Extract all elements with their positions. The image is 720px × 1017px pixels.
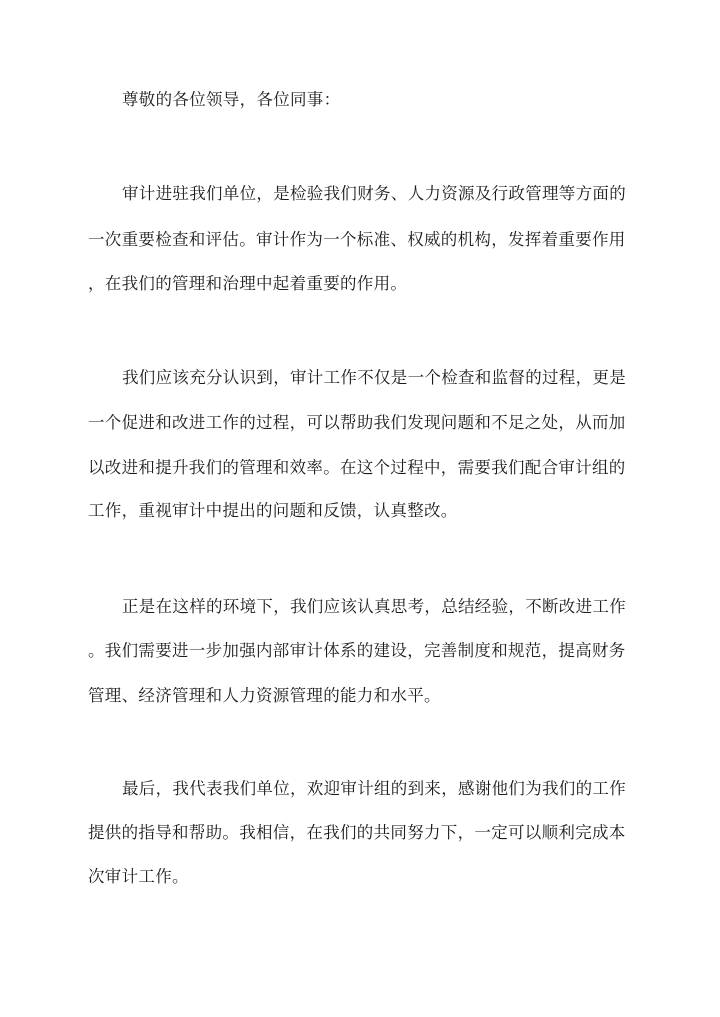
paragraph-line: 工作，重视审计中提出的问题和反馈，认真整改。 [88, 501, 458, 520]
paragraph-line: 。我们需要进一步加强内部审计体系的建设，完善制度和规范，提高财务 [88, 641, 626, 660]
paragraph-line: 一次重要检查和评估。审计作为一个标准、权威的机构，发挥着重要作用 [88, 230, 626, 249]
paragraph-line: 以改进和提升我们的管理和效率。在这个过程中，需要我们配合审计组的 [88, 458, 626, 477]
paragraph-line: 审计进驻我们单位，是检验我们财务、人力资源及行政管理等方面的 [122, 184, 626, 203]
paragraph-line: ，在我们的管理和治理中起着重要的作用。 [88, 274, 408, 293]
paragraph-line: 正是在这样的环境下，我们应该认真思考，总结经验，不断改进工作 [122, 597, 626, 616]
paragraph-line: 次审计工作。 [88, 867, 189, 886]
greeting: 尊敬的各位领导，各位同事： [122, 90, 341, 109]
paragraph-line: 一个促进和改进工作的过程，可以帮助我们发现问题和不足之处，从而加 [88, 413, 626, 432]
paragraph-line: 管理、经济管理和人力资源管理的能力和水平。 [88, 686, 441, 705]
paragraph-line: 我们应该充分认识到，审计工作不仅是一个检查和监督的过程，更是 [122, 368, 626, 387]
paragraph-line: 提供的指导和帮助。我相信，在我们的共同努力下，一定可以顺利完成本 [88, 823, 626, 842]
paragraph-line: 最后，我代表我们单位，欢迎审计组的到来，感谢他们为我们的工作 [122, 779, 626, 798]
